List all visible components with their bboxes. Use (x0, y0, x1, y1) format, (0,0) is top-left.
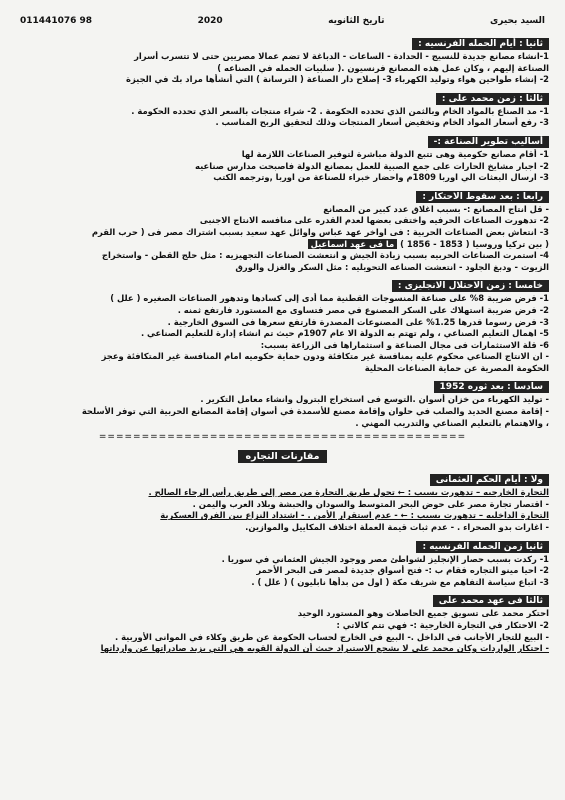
text-line: الزيوت - ودبغ الجلود - انتعشت الصناعه التحويليه : مثل السكر والغزل والورق (235, 261, 549, 272)
text-line: 3- فرض رسوما قدرها 1.25% على المصنوعات المصدرة فارتفع سعرها فى السوق الخارجية . (167, 316, 549, 327)
text-line: 2- احيا مينو التجاره فقام ب :- فتح أسواق جديدة لمصر فى البحر الأحمر (256, 565, 549, 576)
subject-label: تاريخ الثانويه (328, 16, 385, 26)
subsection-heading: أساليب تطوير الصناعة :- (428, 136, 549, 148)
text-line: 1- فرض ضريبة 8% على صناعة المنسوجات القطنية مما أدى إلى كسادها وتدهور الصناعات الصغيره ( علل ) (110, 293, 549, 304)
section-after-1952 (16, 374, 549, 429)
section-french-campaign (16, 31, 549, 86)
section-heading: ثالثا : زمن محمد على : (436, 93, 549, 105)
highlight-ismail: ما فى عهد اسماعيل (308, 239, 398, 249)
section-heading: رابعا : بعد سقوط الاحتكار : (416, 191, 549, 203)
year-label: 2020 (197, 16, 223, 26)
text-line: - اغارات بدو الصحراء . - عدم ثبات قيمة العملة اختلاف المكاييل والموازين. (245, 522, 549, 533)
trade-title: مقارنات التجاره (238, 450, 328, 463)
text-line: الصناعة إليهم ، وكان عمل هذه المصانع فرنسيون .( سلبيات الحمله في الصناعه ) (217, 62, 549, 73)
text-line: 6- قلة الاستثمارات فى مجال الصناعة و استثماراها فى الزراعة بسبب: (260, 339, 549, 350)
text-line: ، والاهتمام بالتعليم الصناعي والتدريب المهني . (355, 417, 549, 428)
text-line: احتكر محمد على تسويق جميع الحاصلات وهو المستورد الوحيد (297, 608, 549, 619)
text-line: - إقامة مصنع الحديد والصلب في حلوان وإقامة مصنع للأسمدة في أسوان إقامة المصانع الحربية التي توفر الأسلحة (81, 406, 549, 417)
text-line: - اقتصار تجارة مصر على حوض البحر المتوسط والسودان والحبشة وبلاد العرب واليمن . (192, 498, 549, 509)
section-muhammad-ali (16, 86, 549, 184)
text-line: - ان الانتاج الصناعي محكوم عليه بمنافسة غير متكافئة ودون حماية حكوميه امام المنافسة غير المتكافئة وعجز (101, 351, 549, 362)
phone-number: 011441076 98 (20, 16, 93, 26)
text-line: 2- فرض ضريبة استهلاك على السكر المصنوع في مصر فتساوى مع المستورد فارتفع ثمنه . (177, 304, 549, 315)
text-span: ( بين تركيا وروسيا ( 1853 - 1856 ) (400, 238, 549, 249)
text-line: 3- ارسال البعثات الي اوربا 1809م واحضار خبراء للصناعة من اوربا ,وترجمه الكتب (213, 172, 549, 183)
section-heading: ثالثا فى عهد محمد على (433, 595, 549, 607)
text-line: 4- استمرت الصناعات الحربيه بسبب زيادة الجيش و انتعشت الصناعات التجهيزيه : مثل حلج القطن - واستخراج (101, 250, 549, 261)
text-line: 1- مد الصناع بالمواد الخام وبالثمن الذي تحدده الحكومة . 2- شراء منتجات بالسعر الذي تحدده الحكومة . (131, 105, 549, 116)
section-british-occupation (16, 273, 549, 374)
section-heading: ثانيا : أيام الحمله الفرنسيه : (412, 38, 549, 50)
text-line: التجارة الخارجيه – تدهورت بسبب : ← تحول طريق التجارة من مصر إلى طريق رأس الرجاء الصالح . (148, 487, 549, 498)
section-after-monopoly (16, 184, 549, 274)
text-line: الحكومة المصرية عن حماية الصناعات المحلية (364, 362, 549, 373)
section-trade-ottoman (16, 467, 549, 533)
section-trade-muhammad-ali (16, 588, 549, 654)
text-line: 5- اهمال التعليم الصناعي ، ولم تهتم به الدولة الا عام 1907م حيث تم انشاء إدارة للتعليم الصناعي . (140, 328, 549, 339)
text-line: 2- الاحتكار في التجارة الخارجية :- فهي تتم كالاتي : (336, 620, 549, 630)
text-line: 2- اجبار مشايخ الحارات على جمع الصبية للعمل بمصانع الدولة فاصبحت مدارس صناعيه (195, 160, 549, 171)
trade-heading (16, 444, 549, 463)
text-line: - قل انتاج المصانع :- بسبب اغلاق عدد كبير من المصانع (323, 203, 549, 214)
text-line: 3- رفع أسعار المواد الخام وتخفيض أسعار المنتجات وذلك لتحقيق الربح المناسب . (215, 117, 549, 128)
text-line: 1-انشاء مصانع جديدة للنسيج - الحدادة - الساعات - الدباغة لا تضم عمالا مصريين حتى لا تتسرب أسرار (134, 51, 549, 61)
text-line: 2- إنشاء طواحين هواء وتوليد الكهرباء 3- إصلاح دار الصناعة ( الترسانة ) التي أنشأها مراد بك في الجيزة (126, 74, 549, 85)
text-line-with-highlight (16, 239, 549, 251)
section-heading: سادسا : بعد ثوره 1952 (434, 381, 549, 393)
section-trade-french (16, 534, 549, 589)
text-line: 2- تدهورت الصناعات الحرفيه واختفى بعضها لعدم القدره على منافسه الانتاج الاجنبى (199, 215, 549, 226)
section-heading: ولا : أيام الحكم العثمانى (430, 474, 549, 486)
page-header (16, 14, 549, 28)
text-line: - احتكار الواردات وكان محمد على لا يشجع الاستيراد حيث أن الدولة القويه هي التي يزيد صادراتها عن وارداتها (100, 643, 549, 654)
text-line: - البيع للتجار الأجانب في الداخل .- البيع في الخارج لحساب الحكومة عن طريق وكلاء في الموانى الأوربية . (115, 631, 549, 642)
divider-line: =========================================== (98, 432, 467, 443)
text-line: 1- ركدت بسبب حصار الإنجليز لشواطئ مصر ووجود الجيش العثماني في سوريا . (221, 553, 549, 564)
text-line: 1- أقام مصانع حكومية وهى تتبع الدولة مباشرة لتوفير الصناعات اللازمة لها (241, 148, 549, 159)
author-name: السيد بحيرى (489, 16, 545, 26)
section-heading: خامسا : زمن الاحتلال الانجليزى : (392, 280, 549, 292)
section-heading: ثانيا زمن الحمله الفرنسيه : (416, 541, 549, 553)
text-line: - توليد الكهرباء من خزان أسوان .التوسع فى استخراج البترول وانشاء معامل التكرير . (200, 394, 549, 405)
text-line: 3- اتباع سياسة التفاهم مع شريف مكة ( اول من بدأها نابليون ) ( علل ) . (251, 576, 549, 587)
text-line: 3- انتعاش بعض الصناعات الحربية : فى اواخر عهد عباس واوائل عهد سعيد بسبب اشتراك مصر فى ( حرب القرم (91, 226, 549, 237)
text-line: التجارة الداخليه – تدهورت بسبب : ← - عدم استقرار الأمن . - اشتداد النزاع بين الفرق العسكرية (160, 510, 549, 521)
